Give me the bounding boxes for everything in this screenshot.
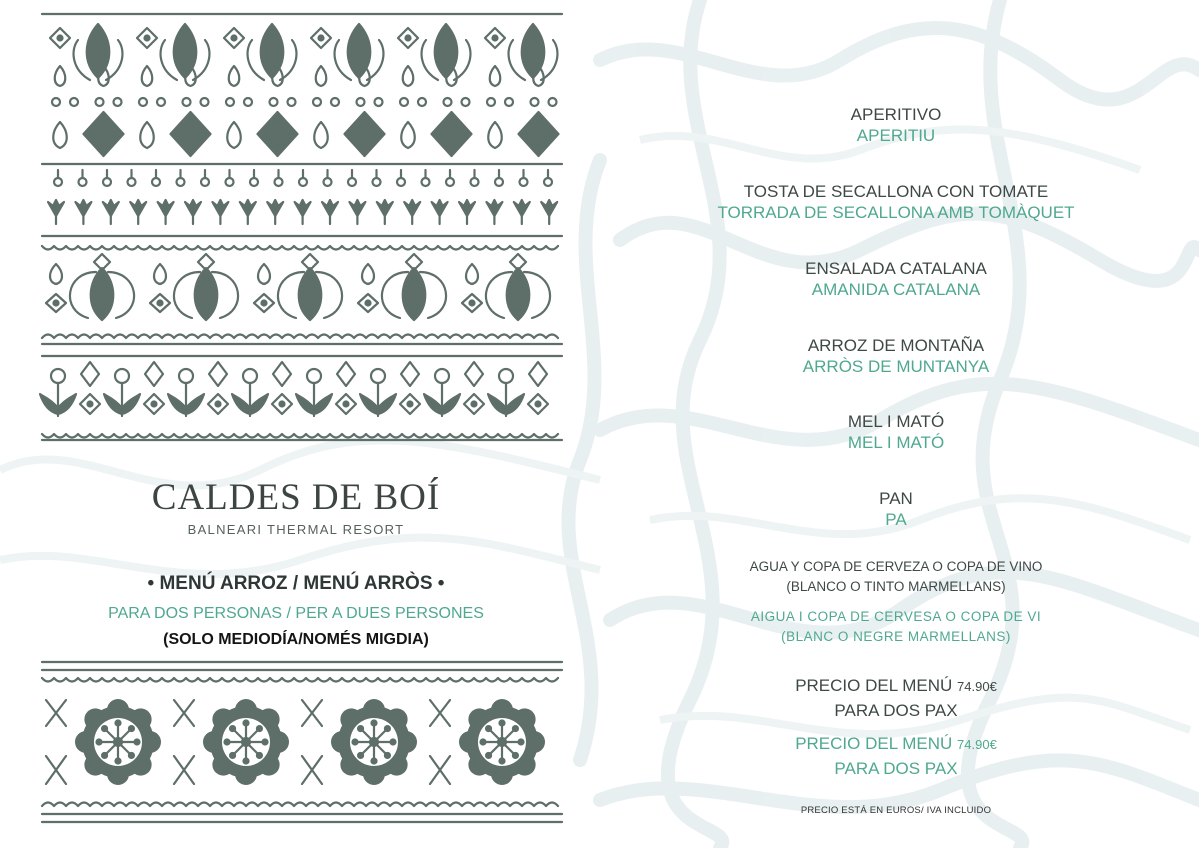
decorative-pattern-bottom [38,658,566,826]
course-item [620,411,1172,453]
course-name-ca: APERITIU [856,126,936,145]
course-name-ca: PA [885,510,907,529]
drinks-es-line2: (BLANCO O TINTO MARMELLANS) [786,579,1006,594]
price-pax-ca: PARA DOS PAX [834,759,958,778]
footnote: PRECIO ESTÁ EN EUROS/ IVA INCLUIDO [800,805,992,816]
menu-title: • MENÚ ARROZ / MENÚ ARRÒS • [147,573,445,594]
course-name-es: ENSALADA CATALANA [805,259,987,278]
drinks-ca-line2: (BLANC O NEGRE MARMELLANS) [781,629,1011,644]
drinks-es-line1: AGUA Y COPA DE CERVEZA O COPA DE VINO [749,559,1043,574]
course-name-ca: MEL I MATÓ [847,433,945,452]
course-name-es: MEL I MATÓ [847,412,945,431]
course-name-ca: AMANIDA CATALANA [811,280,981,299]
drinks-ca [620,607,1172,647]
brand-subtitle: BALNEARI THERMAL RESORT [187,522,405,537]
menu-time: (SOLO MEDIODÍA/NOMÉS MIGDIA) [163,631,429,648]
price-label-ca: PRECIO DEL MENÚ [795,734,953,753]
price-es [620,674,1172,723]
course-name-ca: TORRADA DE SECALLONA AMB TOMÀQUET [717,203,1075,222]
course-item [620,335,1172,377]
course-name-es: PAN [879,489,913,508]
price-amount-ca: 74.90€ [957,737,997,752]
drinks-ca-line1: AIGUA I COPA DE CERVESA O COPA DE VI [750,609,1042,624]
decorative-pattern-top [38,10,566,452]
menu-people: PARA DOS PERSONAS / PER A DUES PERSONES [108,605,484,622]
price-ca [620,732,1172,781]
course-item [620,104,1172,146]
price-amount-es: 74.90€ [957,679,997,694]
drinks-es [620,557,1172,597]
course-name-es: APERITIVO [850,105,942,124]
price-label-es: PRECIO DEL MENÚ [795,676,953,695]
course-name-es: TOSTA DE SECALLONA CON TOMATE [743,182,1049,201]
course-name-ca: ARRÒS DE MUNTANYA [802,357,990,376]
course-name-es: ARROZ DE MONTAÑA [807,336,985,355]
price-pax-es: PARA DOS PAX [834,701,958,720]
menu-panel [620,0,1172,848]
course-item [620,181,1172,223]
course-item [620,488,1172,530]
course-item [620,258,1172,300]
brand-name: CALDES DE BOÍ [151,477,441,518]
